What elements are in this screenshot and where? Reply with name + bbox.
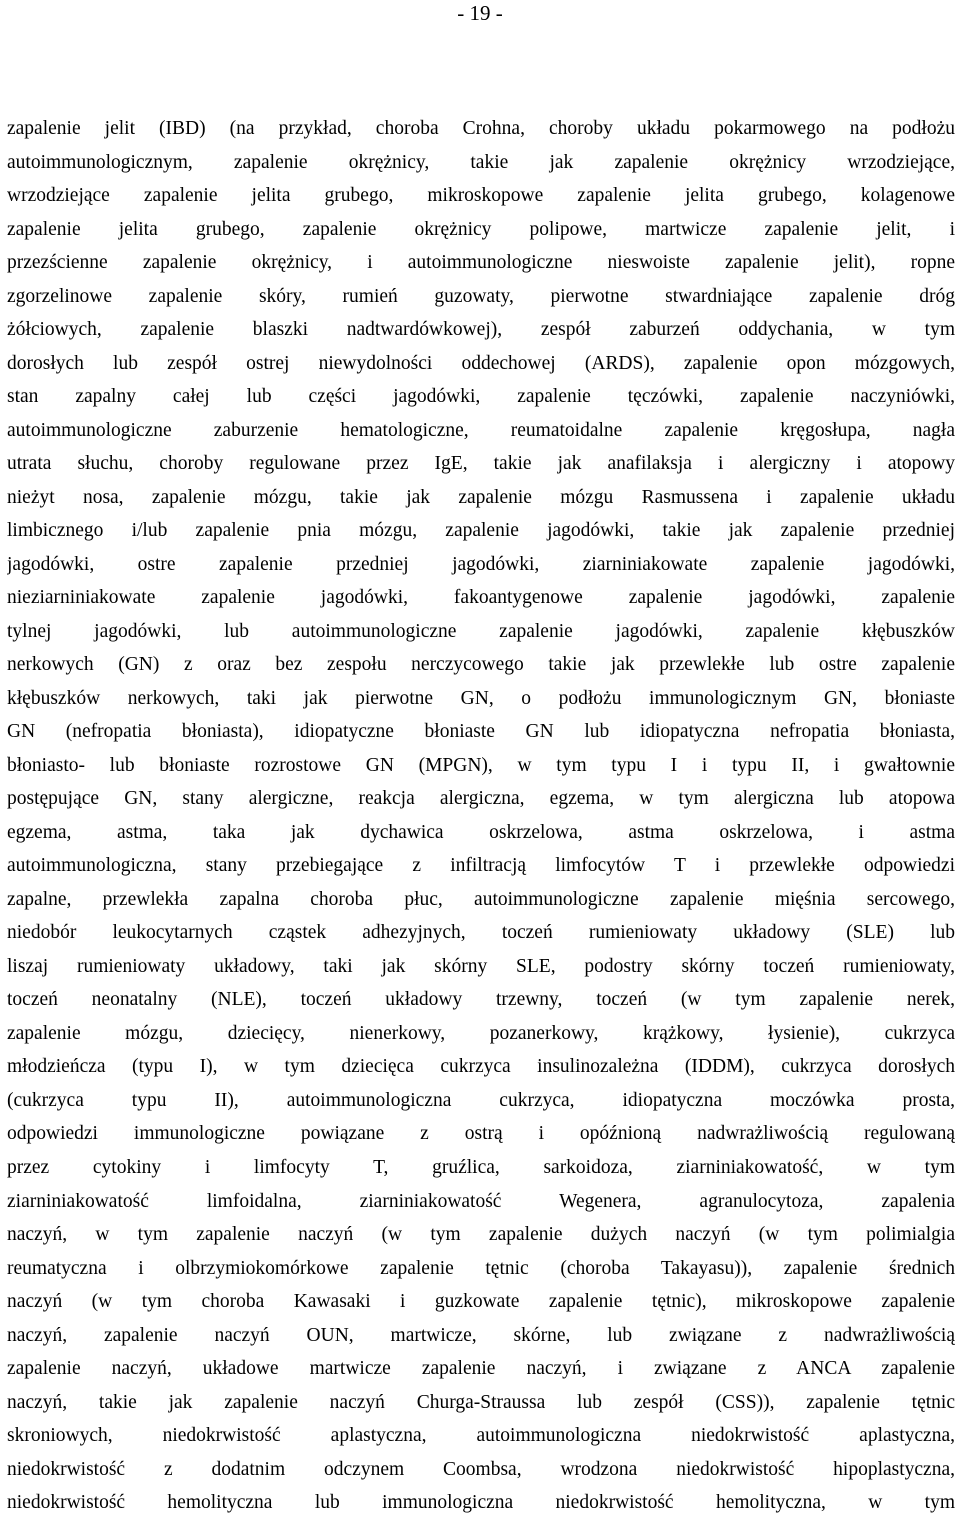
text-line: stan zapalny całej lub części jagodówki, zapalenie tęczówki, zapalenie naczyniówki,	[7, 386, 955, 408]
text-line: tylnej jagodówki, lub autoimmunologiczne zapalenie jagodówki, zapalenie kłębuszków	[7, 620, 955, 642]
text-line: nieżyt nosa, zapalenie mózgu, takie jak zapalenie mózgu Rasmussena i zapalenie układu	[7, 486, 955, 508]
text-line: zapalne, przewlekła zapalna choroba płuc, autoimmunologiczne zapalenie mięśnia sercowego,	[7, 888, 955, 910]
text-line: reumatyczna i olbrzymiokomórkowe zapalenie tętnic (choroba Takayasu)), zapalenie średnich	[7, 1257, 955, 1279]
text-line: ziarniniakowatość limfoidalna, ziarniniakowatość Wegenera, agranulocytoza, zapalenia	[7, 1190, 955, 1212]
text-line: wrzodziejące zapalenie jelita grubego, mikroskopowe zapalenie jelita grubego, kolagenowe	[7, 185, 955, 207]
body-text	[7, 112, 955, 1520]
text-line: kłębuszków nerkowych, taki jak pierwotne GN, o podłożu immunologicznym GN, błoniaste	[7, 687, 955, 709]
text-line: dorosłych lub zespół ostrej niewydolności oddechowej (ARDS), zapalenie opon mózgowych,	[7, 352, 955, 374]
text-line: odpowiedzi immunologiczne powiązane z ostrą i opóźnioną nadwrażliwością regulowaną	[7, 1123, 955, 1145]
text-line: niedokrwistość z dodatnim odczynem Coombsa, wrodzona niedokrwistość hipoplastyczna,	[7, 1458, 955, 1480]
text-line: niedobór leukocytarnych cząstek adhezyjnych, toczeń rumieniowaty układowy (SLE) lub	[7, 922, 955, 944]
text-line: egzema, astma, taka jak dychawica oskrzelowa, astma oskrzelowa, i astma	[7, 821, 955, 843]
text-line: niedokrwistość hemolityczna lub immunologiczna niedokrwistość hemolityczna, w tym	[7, 1492, 955, 1514]
text-line: naczyń, w tym zapalenie naczyń (w tym zapalenie dużych naczyń (w tym polimialgia	[7, 1224, 955, 1246]
text-line: skroniowych, niedokrwistość aplastyczna, autoimmunologiczna niedokrwistość aplastyczna,	[7, 1425, 955, 1447]
text-line: nieziarniniakowate zapalenie jagodówki, fakoantygenowe zapalenie jagodówki, zapalenie	[7, 587, 955, 609]
text-line: GN (nefropatia błoniasta), idiopatyczne błoniaste GN lub idiopatyczna nefropatia błoniasta,	[7, 721, 955, 743]
text-line: naczyń, zapalenie naczyń OUN, martwicze, skórne, lub związane z nadwrażliwością	[7, 1324, 955, 1346]
text-line: młodzieńcza (typu I), w tym dziecięca cukrzyca insulinozależna (IDDM), cukrzyca dorosłych	[7, 1056, 955, 1078]
text-line: nerkowych (GN) z oraz bez zespołu nerczycowego takie jak przewlekłe lub ostre zapalenie	[7, 654, 955, 676]
text-line: autoimmunologiczna, stany przebiegające z infiltracją limfocytów T i przewlekłe odpowiedzi	[7, 855, 955, 877]
text-line: zapalenie naczyń, układowe martwicze zapalenie naczyń, i związane z ANCA zapalenie	[7, 1358, 955, 1380]
text-line: zapalenie jelit (IBD) (na przykład, choroba Crohna, choroby układu pokarmowego na podłożu	[7, 118, 955, 139]
text-line: zgorzelinowe zapalenie skóry, rumień guzowaty, pierwotne stwardniające zapalenie dróg	[7, 285, 955, 307]
page-number: - 19 -	[457, 1, 503, 25]
text-line: naczyń, takie jak zapalenie naczyń Churga-Straussa lub zespół (CSS)), zapalenie tętnic	[7, 1391, 955, 1413]
text-line: błoniasto- lub błoniaste rozrostowe GN (MPGN), w tym typu I i typu II, i gwałtownie	[7, 754, 955, 776]
text-line: postępujące GN, stany alergiczne, reakcja alergiczna, egzema, w tym alergiczna lub atopowa	[7, 788, 955, 810]
text-line: toczeń neonatalny (NLE), toczeń układowy trzewny, toczeń (w tym zapalenie nerek,	[7, 989, 955, 1011]
text-line: zapalenie mózgu, dziecięcy, nienerkowy, pozanerkowy, krążkowy, łysienie), cukrzyca	[7, 1022, 955, 1044]
text-line: jagodówki, ostre zapalenie przedniej jagodówki, ziarniniakowate zapalenie jagodówki,	[7, 553, 955, 575]
text-line: utrata słuchu, choroby regulowane przez IgE, takie jak anafilaksja i alergiczny i atopowy	[7, 453, 955, 475]
text-line: autoimmunologicznym, zapalenie okrężnicy, takie jak zapalenie okrężnicy wrzodziejące,	[7, 151, 955, 173]
text-line: autoimmunologiczne zaburzenie hematologiczne, reumatoidalne zapalenie kręgosłupa, nagła	[7, 419, 955, 441]
text-line: zapalenie jelita grubego, zapalenie okrężnicy polipowe, martwicze zapalenie jelit, i	[7, 218, 955, 240]
text-line: żółciowych, zapalenie blaszki nadtwardówkowej), zespół zaburzeń oddychania, w tym	[7, 319, 955, 341]
text-line: przez cytokiny i limfocyty T, gruźlica, sarkoidoza, ziarniniakowatość, w tym	[7, 1156, 955, 1178]
text-line: limbicznego i/lub zapalenie pnia mózgu, zapalenie jagodówki, takie jak zapalenie przedniej	[7, 520, 955, 542]
text-line: (cukrzyca typu II), autoimmunologiczna cukrzyca, idiopatyczna moczówka prosta,	[7, 1089, 955, 1111]
text-line: przezścienne zapalenie okrężnicy, i autoimmunologiczne nieswoiste zapalenie jelit), ropne	[7, 252, 955, 274]
text-line: liszaj rumieniowaty układowy, taki jak skórny SLE, podostry skórny toczeń rumieniowaty,	[7, 955, 955, 977]
text-line: naczyń (w tym choroba Kawasaki i guzkowate zapalenie tętnic), mikroskopowe zapalenie	[7, 1291, 955, 1313]
